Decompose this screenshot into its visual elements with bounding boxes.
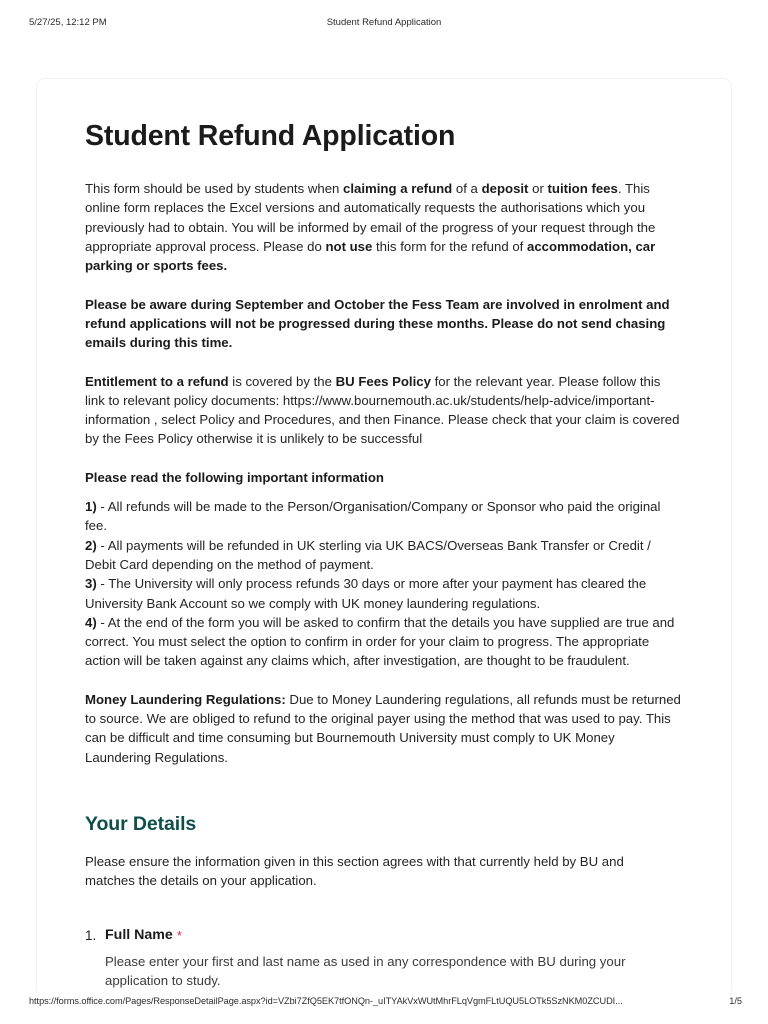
intro-part1: This form should be used by students when [85,181,344,197]
question-full-name [85,925,683,991]
form-card-content [37,79,731,990]
list-item-number: 1) [85,499,97,515]
important-information-list [85,497,683,671]
question-number: 1. [85,927,97,943]
print-footer [0,996,768,1012]
intro-bold5: accommodation, car parking or sports fees. [85,239,656,274]
question-description: Please enter your first and last name as used in any correspondence with BU during your application to study. [105,953,626,988]
money-laundering-paragraph [85,690,683,767]
list-item-text: - At the end of the form you will be asked to confirm that the details you have supplied are true and correct. You must select the option to confirm in order for your claim to progress. The appropriate action will be taken against any claims which, after investigation, are thought to be fraudulent. [85,614,675,669]
entitlement-part2: for the relevant year. Please follow this link to relevant policy documents: https://www.bournemouth.ac.uk/students/help-advice/important-information , select Policy and Procedures, and then Finance. Please check that your claim is covered by the Fees Policy otherwise it is unlikely to be successful [85,373,680,447]
intro-part4: . This online form replaces the Excel versions and automatically requests the authorisations which you previously had to obtain. You will be informed by email of the progress of your request through the appropriate approval process. Please do [85,181,656,255]
question-body [105,925,683,991]
section-note: Please ensure the information given in this section agrees with that currently held by BU and matches the details on your application. [85,853,624,889]
entitlement-part1: is covered by the [228,373,336,389]
september-october-notice: Please be aware during September and October the Fess Team are involved in enrolment and refund applications will not be progressed during these months. Please do not send chasing emails during this time. [85,296,670,351]
list-item-number: 4) [85,614,97,630]
page-title: Student Refund Application [85,120,456,152]
list-item [85,574,683,613]
question-label: Full Name [105,926,173,943]
required-asterisk-icon: * [176,927,182,943]
section-heading-your-details: Your Details [85,812,197,835]
intro-bold1: claiming a refund [343,181,453,197]
list-item-number: 2) [85,537,97,553]
entitlement-bold1: Entitlement to a refund [85,373,229,389]
entitlement-paragraph [85,372,683,449]
print-header-date: 5/27/25, 12:12 PM [29,17,107,28]
intro-bold4: not use [325,239,373,255]
list-item-text: - All payments will be refunded in UK sterling via UK BACS/Overseas Bank Transfer or Credit / Debit Card depending on the method of payment. [85,537,651,572]
print-header [0,0,768,46]
list-item-text: - All refunds will be made to the Person/Organisation/Company or Sponsor who paid the original fee. [85,499,661,534]
money-laundering-label: Money Laundering Regulations: [85,691,286,707]
print-header-title: Student Refund Application [326,17,442,28]
list-item [85,497,683,536]
print-footer-page-number: 1/5 [729,996,742,1006]
entitlement-bold2: BU Fees Policy [335,373,431,389]
intro-part2: of a [452,181,482,197]
list-item [85,536,683,575]
list-item [85,613,683,671]
intro-bold2: deposit [481,181,529,197]
important-information-heading: Please read the following important information [85,469,384,485]
money-laundering-text: Due to Money Laundering regulations, all refunds must be returned to source. We are obliged to refund to the original payer using the method that was used to pay. This can be difficult and time consuming but Bournemouth University must comply to UK Money Laundering Regulations. [85,691,681,765]
list-item-text: - The University will only process refunds 30 days or more after your payment has cleared the University Bank Account so we comply with UK money laundering regulations. [85,576,647,611]
form-card [36,78,732,990]
list-item-number: 3) [85,576,97,592]
intro-bold3: tuition fees [547,181,618,197]
question-title-row [105,925,683,945]
intro-part3: or [528,181,548,197]
print-footer-url: https://forms.office.com/Pages/ResponseDetailPage.aspx?id=VZbi7ZfQ5EK7tfONQn-_uITYAkVxWUtMhrFLqVgmFLtUQU5LOTk5SzNKM0ZCUDI... [29,996,623,1006]
intro-paragraph [85,179,683,275]
intro-part5: this form for the refund of [372,239,528,255]
